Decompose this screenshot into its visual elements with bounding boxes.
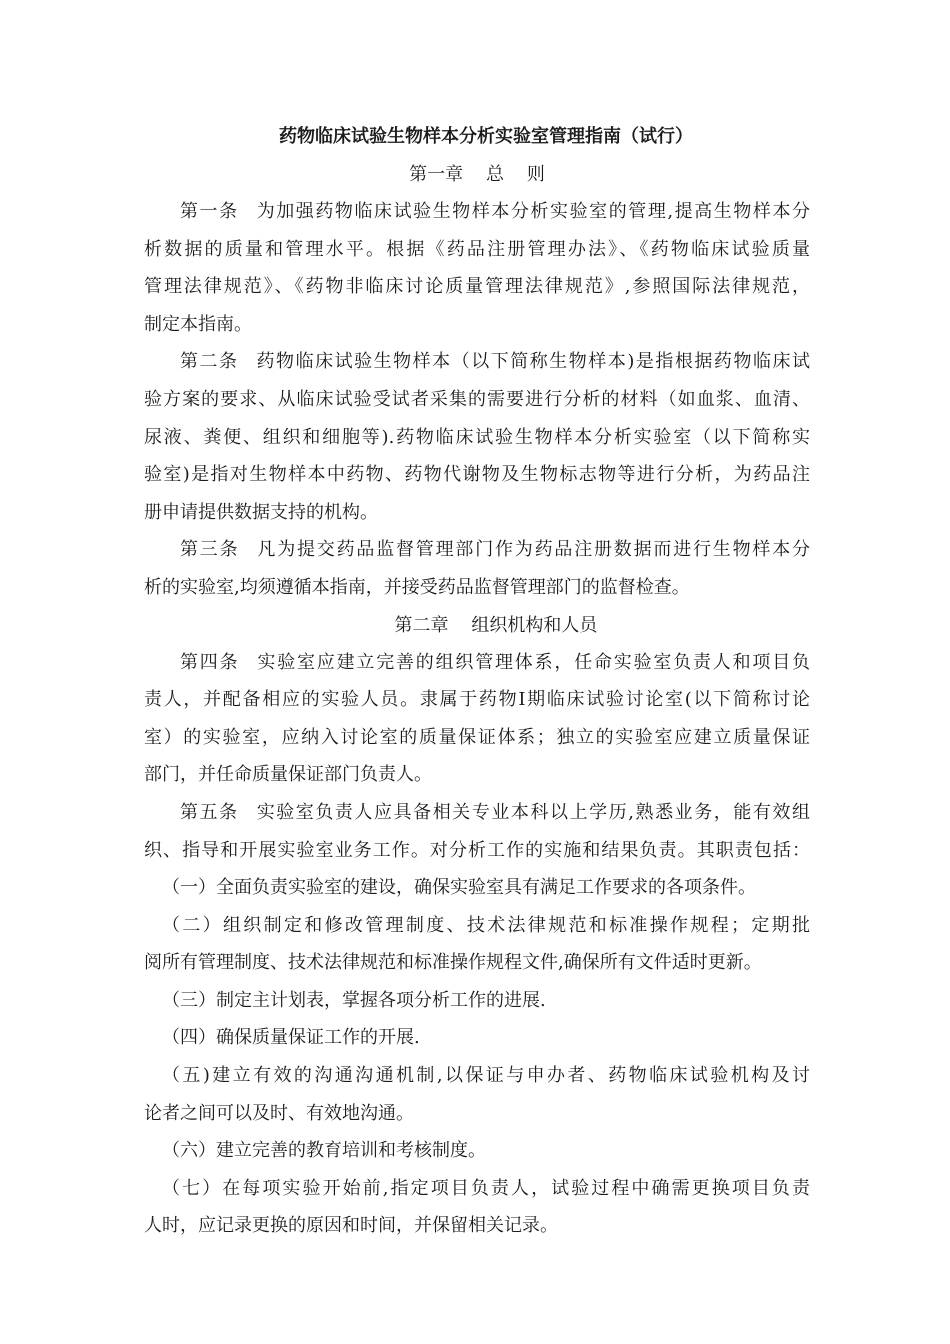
list-item bbox=[144, 1019, 810, 1057]
list-item bbox=[144, 907, 810, 982]
article-line: 第一条 为加强药物临床试验生物样本分析实验室的管理,提高生物样本分 bbox=[180, 201, 811, 222]
article-2 bbox=[144, 343, 810, 531]
article-line: 织、指导和开展实验室业务工作。对分析工作的实施和结果负责。其职责包括： bbox=[144, 839, 810, 861]
article-line: 尿液、粪便、组织和细胞等).药物临床试验生物样本分析实验室（以下简称实 bbox=[144, 426, 810, 448]
article-line: 责人，并配备相应的实验人员。隶属于药物Ⅰ期临床试验讨论室(以下简称讨论 bbox=[144, 689, 810, 711]
article-line: 册申请提供数据支持的机构。 bbox=[144, 501, 378, 523]
article-line: 管理法律规范》、《药物非临床讨论质量管理法律规范》,参照国际法律规范， bbox=[144, 276, 810, 298]
article-label: 第四条 bbox=[180, 651, 240, 673]
item-line: 论者之间可以及时、有效地沟通。 bbox=[144, 1102, 414, 1124]
document-page bbox=[144, 118, 810, 1245]
article-label: 第三条 bbox=[180, 539, 240, 561]
article-line: 室）的实验室，应纳入讨论室的质量保证体系；独立的实验室应建立质量保证 bbox=[144, 726, 810, 748]
article-line: 析的实验室,均须遵循本指南，并接受药品监督管理部门的监督检查。 bbox=[144, 576, 690, 598]
article-line: 第二条 药物临床试验生物样本（以下简称生物样本)是指根据药物临床试 bbox=[180, 351, 810, 373]
list-item bbox=[144, 1170, 810, 1245]
article-label: 第一条 bbox=[180, 201, 239, 222]
item-line: （五)建立有效的沟通沟通机制,以保证与申办者、药物临床试验机构及讨 bbox=[162, 1065, 810, 1087]
article-line: 析数据的质量和管理水平。根据《药品注册管理办法》、《药物临床试验质量 bbox=[144, 238, 810, 260]
article-label: 第二条 bbox=[180, 351, 239, 373]
item-line: （四）确保质量保证工作的开展. bbox=[162, 1027, 420, 1049]
article-line: 制定本指南。 bbox=[144, 313, 252, 335]
article-1 bbox=[144, 193, 810, 343]
chapter-heading-2: 第二章 组织机构和人员 bbox=[394, 614, 598, 636]
item-line: （一）全面负责实验室的建设，确保实验室具有满足工作要求的各项条件。 bbox=[162, 877, 756, 899]
item-line: 人时，应记录更换的原因和时间，并保留相关记录。 bbox=[144, 1215, 558, 1237]
list-item bbox=[144, 1132, 810, 1170]
list-item bbox=[144, 869, 810, 907]
article-line: 验室)是指对生物样本中药物、药物代谢物及生物标志物等进行分析，为药品注 bbox=[144, 464, 810, 486]
article-line: 验方案的要求、从临床试验受试者采集的需要进行分析的材料（如血浆、血清、 bbox=[144, 388, 810, 410]
article-5 bbox=[144, 794, 810, 869]
article-3 bbox=[144, 531, 810, 606]
article-4 bbox=[144, 644, 810, 794]
item-line: 阅所有管理制度、技术法律规范和标准操作规程文件,确保所有文件适时更新。 bbox=[144, 952, 762, 974]
item-line: （三）制定主计划表，掌握各项分析工作的进展. bbox=[162, 989, 546, 1011]
list-item bbox=[144, 982, 810, 1020]
article-line: 第四条 实验室应建立完善的组织管理体系，任命实验室负责人和项目负 bbox=[180, 651, 811, 673]
article-label: 第五条 bbox=[180, 801, 239, 823]
article-line: 部门，并任命质量保证部门负责人。 bbox=[144, 764, 432, 786]
chapter-heading-1: 第一章 总 则 bbox=[409, 164, 545, 185]
article-line: 第五条 实验室负责人应具备相关专业本科以上学历,熟悉业务，能有效组 bbox=[180, 801, 811, 823]
item-line: （六）建立完善的教育培训和考核制度。 bbox=[162, 1140, 486, 1162]
document-title: 药物临床试验生物样本分析实验室管理指南（试行） bbox=[279, 126, 693, 147]
item-line: （二）组织制定和修改管理制度、技术法律规范和标准操作规程；定期批 bbox=[162, 914, 810, 936]
article-line: 第三条 凡为提交药品监督管理部门作为药品注册数据而进行生物样本分 bbox=[180, 539, 811, 561]
item-line: （七）在每项实验开始前,指定项目负责人，试验过程中确需更换项目负责 bbox=[162, 1177, 810, 1199]
list-item bbox=[144, 1057, 810, 1132]
